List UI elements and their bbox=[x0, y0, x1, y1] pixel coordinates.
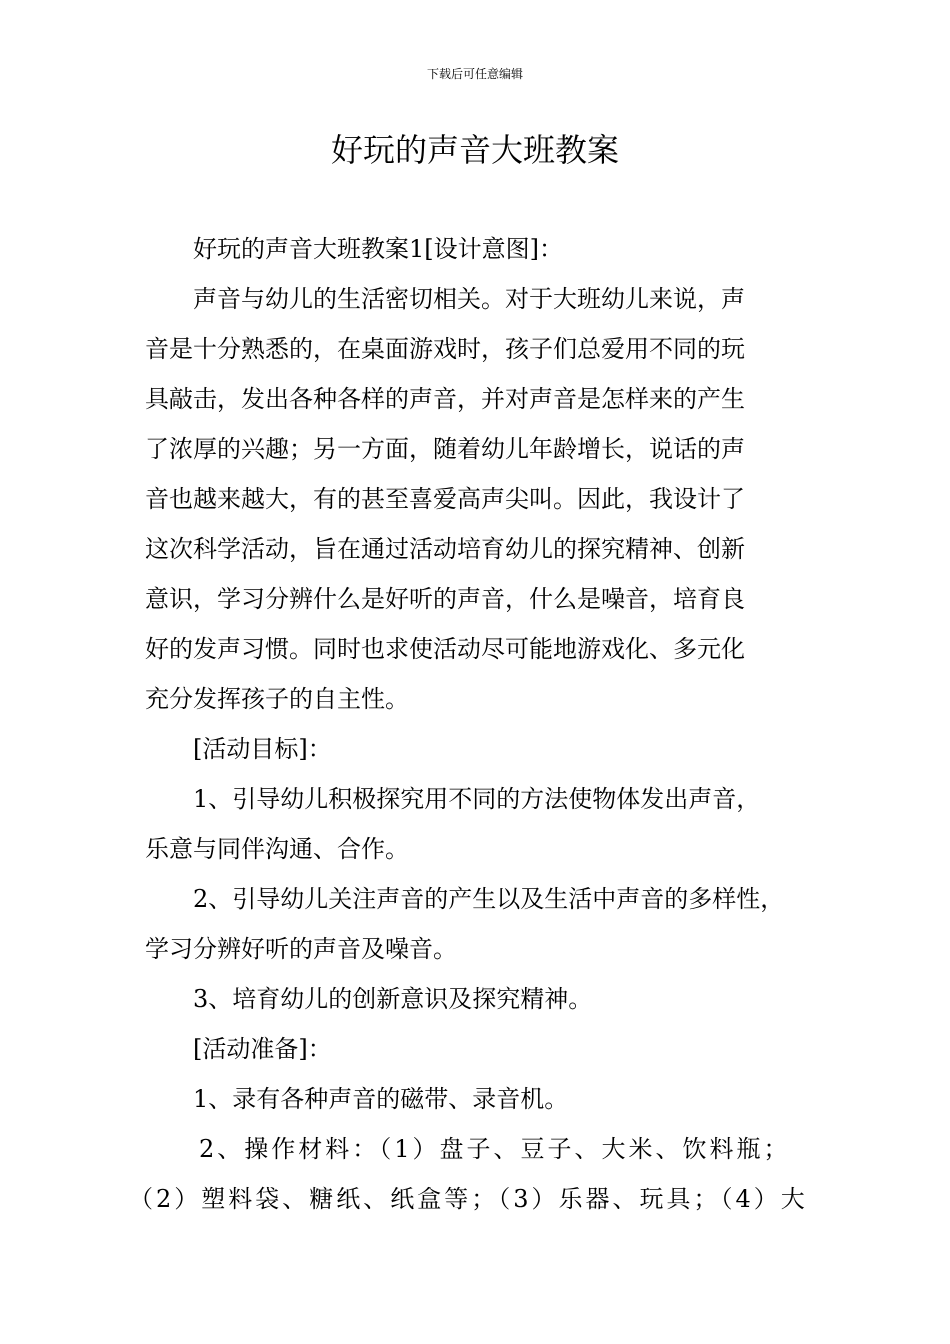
document-body bbox=[129, 224, 808, 1224]
list-item-line: 2、操作材料：（1）盘子、豆子、大米、饮料瓶； bbox=[199, 1135, 791, 1163]
list-item-line: （2）塑料袋、糖纸、纸盒等；（3）乐器、玩具；（4）大 bbox=[129, 1185, 808, 1213]
list-item-line: 3、培育幼儿的创新意识及探究精神。 bbox=[193, 985, 593, 1013]
paragraph-line: 这次科学活动，旨在通过活动培育幼儿的探究精神、创新 bbox=[145, 535, 745, 563]
list-item-line: 1、引导幼儿积极探究用不同的方法使物体发出声音， bbox=[193, 785, 761, 813]
paragraph-line: 具敲击，发出各种各样的声音，并对声音是怎样来的产生 bbox=[145, 385, 745, 413]
header-note: 下载后可任意编辑 bbox=[426, 67, 523, 81]
paragraph-line: 好的发声习惯。同时也求使活动尽可能地游戏化、多元化 bbox=[145, 635, 745, 663]
paragraph-line: 意识，学习分辨什么是好听的声音，什么是噪音，培育良 bbox=[145, 585, 745, 613]
section-heading-goals: [活动目标]： bbox=[193, 735, 332, 763]
list-item-line: 2、引导幼儿关注声音的产生以及生活中声音的多样性， bbox=[193, 885, 785, 913]
section-heading-preparation: [活动准备]： bbox=[193, 1035, 332, 1063]
paragraph-line: 声音与幼儿的生活密切相关。对于大班幼儿来说，声 bbox=[193, 285, 745, 313]
paragraph-line: 充分发挥孩子的自主性。 bbox=[145, 685, 409, 713]
list-item-line: 乐意与同伴沟通、合作。 bbox=[145, 835, 409, 863]
list-item-line: 1、录有各种声音的磁带、录音机。 bbox=[193, 1085, 569, 1113]
paragraph-line: 了浓厚的兴趣；另一方面，随着幼儿年龄增长，说话的声 bbox=[145, 435, 745, 463]
list-item-line: 学习分辨好听的声音及噪音。 bbox=[145, 935, 457, 963]
paragraph-line: 音也越来越大，有的甚至喜爱高声尖叫。因此，我设计了 bbox=[145, 485, 745, 513]
paragraph-line: 音是十分熟悉的，在桌面游戏时，孩子们总爱用不同的玩 bbox=[145, 335, 745, 363]
document-title: 好玩的声音大班教案 bbox=[330, 131, 619, 169]
intro-heading-line: 好玩的声音大班教案1[设计意图]： bbox=[193, 235, 563, 263]
